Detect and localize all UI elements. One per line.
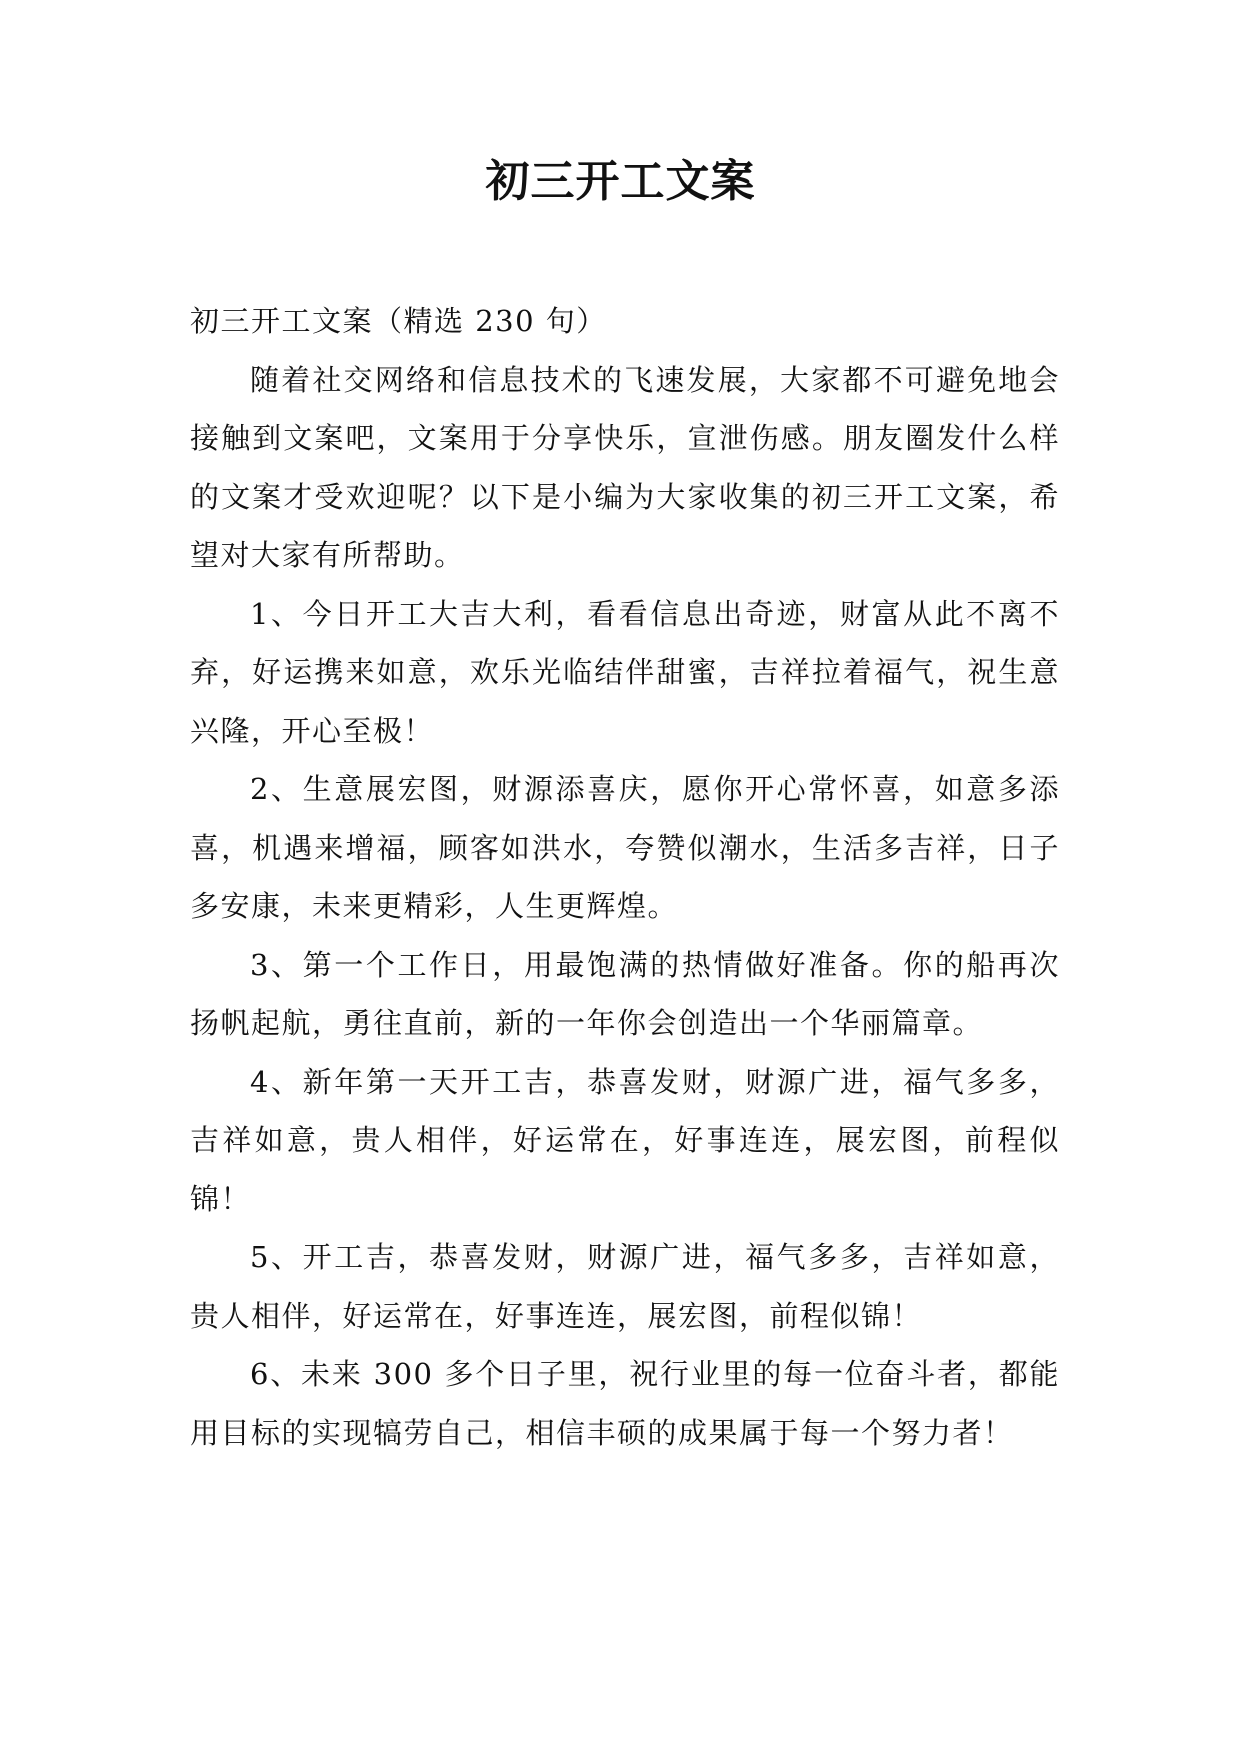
- list-item-6: 6、未来 300 多个日子里，祝行业里的每一位奋斗者，都能用目标的实现犒劳自己，相信丰硕的成果属于每一个努力者！: [190, 1357, 1060, 1450]
- document-body: [190, 292, 1060, 1462]
- list-item-4: 4、新年第一天开工吉，恭喜发财，财源广进，福气多多，吉祥如意，贵人相伴，好运常在，好事连连，展宏图，前程似锦！: [190, 1064, 1060, 1216]
- document-subtitle: 初三开工文案（精选 230 句）: [190, 304, 607, 338]
- list-item-3: 3、第一个工作日，用最饱满的热情做好准备。你的船再次扬帆起航，勇往直前，新的一年你会创造出一个华丽篇章。: [190, 947, 1060, 1040]
- document-title: 初三开工文案: [485, 156, 756, 207]
- list-item-5: 5、开工吉，恭喜发财，财源广进，福气多多，吉祥如意，贵人相伴，好运常在，好事连连，展宏图，前程似锦！: [190, 1240, 1060, 1333]
- intro-paragraph: 随着社交网络和信息技术的飞速发展，大家都不可避免地会接触到文案吧，文案用于分享快乐，宣泄伤感。朋友圈发什么样的文案才受欢迎呢？以下是小编为大家收集的初三开工文案，希望对大家有所帮助。: [190, 362, 1060, 572]
- list-item-2: 2、生意展宏图，财源添喜庆，愿你开心常怀喜，如意多添喜，机遇来增福，顾客如洪水，夸赞似潮水，生活多吉祥，日子多安康，未来更精彩，人生更辉煌。: [190, 772, 1060, 923]
- list-item-1: 1、今日开工大吉大利，看看信息出奇迹，财富从此不离不弃，好运携来如意，欢乐光临结伴甜蜜，吉祥拉着福气，祝生意兴隆，开心至极！: [190, 596, 1060, 748]
